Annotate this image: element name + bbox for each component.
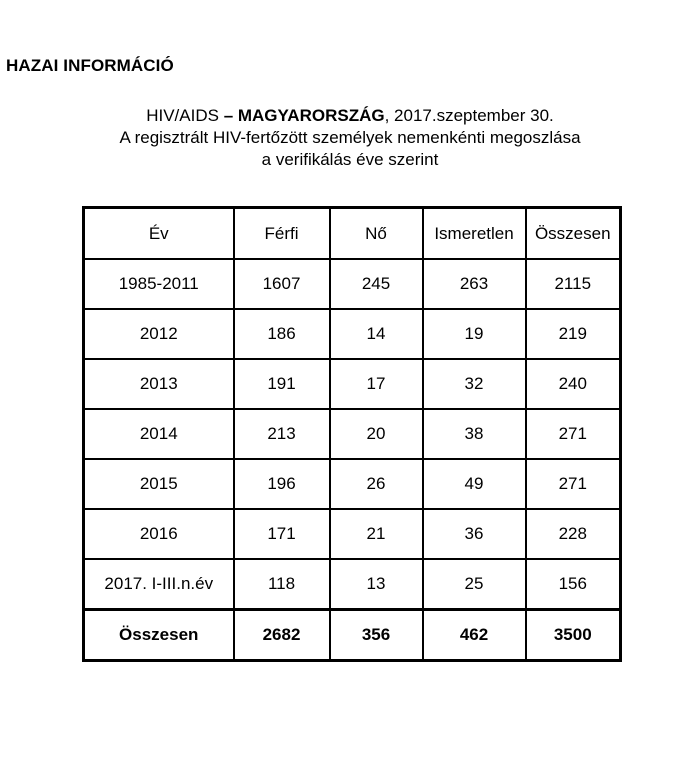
cell-unknown: 38 bbox=[423, 409, 526, 459]
cell-unknown: 36 bbox=[423, 509, 526, 559]
cell-unknown: 263 bbox=[423, 259, 526, 309]
cell-total: 271 bbox=[526, 409, 621, 459]
cell-unknown: 25 bbox=[423, 559, 526, 610]
cell-male: 118 bbox=[234, 559, 330, 610]
table-row bbox=[84, 259, 621, 309]
cell-female: 245 bbox=[330, 259, 423, 309]
cell-total: 240 bbox=[526, 359, 621, 409]
cell-male: 191 bbox=[234, 359, 330, 409]
header-unknown: Ismeretlen bbox=[423, 208, 526, 260]
cell-year: 2012 bbox=[84, 309, 234, 359]
title-line-3: a verifikálás éve szerint bbox=[261, 150, 439, 169]
title-line-1 bbox=[40, 105, 660, 127]
total-female: 356 bbox=[330, 610, 423, 661]
cell-female: 14 bbox=[330, 309, 423, 359]
cell-total: 156 bbox=[526, 559, 621, 610]
header-female: Nő bbox=[330, 208, 423, 260]
header-male: Férfi bbox=[234, 208, 330, 260]
cell-year: 2016 bbox=[84, 509, 234, 559]
cell-year: 2013 bbox=[84, 359, 234, 409]
title-country: – MAGYARORSZÁG bbox=[223, 106, 385, 125]
total-male: 2682 bbox=[234, 610, 330, 661]
table-row bbox=[84, 459, 621, 509]
cell-unknown: 49 bbox=[423, 459, 526, 509]
cell-female: 20 bbox=[330, 409, 423, 459]
total-unknown: 462 bbox=[423, 610, 526, 661]
cell-male: 196 bbox=[234, 459, 330, 509]
table-header-row bbox=[84, 208, 621, 260]
title-line-2: A regisztrált HIV-fertőzött személyek nemenkénti megoszlása bbox=[119, 128, 581, 147]
cell-total: 271 bbox=[526, 459, 621, 509]
header-year: Év bbox=[84, 208, 234, 260]
total-total: 3500 bbox=[526, 610, 621, 661]
table-row bbox=[84, 409, 621, 459]
title-prefix: HIV/AIDS bbox=[146, 106, 224, 125]
cell-male: 186 bbox=[234, 309, 330, 359]
cell-unknown: 32 bbox=[423, 359, 526, 409]
section-heading: HAZAI INFORMÁCIÓ bbox=[6, 56, 174, 75]
header-total: Összesen bbox=[526, 208, 621, 260]
cell-unknown: 19 bbox=[423, 309, 526, 359]
table-row bbox=[84, 559, 621, 610]
table-row bbox=[84, 309, 621, 359]
cell-male: 1607 bbox=[234, 259, 330, 309]
cell-year: 2017. I-III.n.év bbox=[84, 559, 234, 610]
table-row bbox=[84, 359, 621, 409]
cell-year: 2014 bbox=[84, 409, 234, 459]
cell-year: 1985-2011 bbox=[84, 259, 234, 309]
cell-male: 213 bbox=[234, 409, 330, 459]
cell-female: 21 bbox=[330, 509, 423, 559]
total-label: Összesen bbox=[84, 610, 234, 661]
cell-year: 2015 bbox=[84, 459, 234, 509]
document-title bbox=[40, 105, 660, 171]
cell-female: 13 bbox=[330, 559, 423, 610]
cell-female: 17 bbox=[330, 359, 423, 409]
cell-total: 219 bbox=[526, 309, 621, 359]
table-row bbox=[84, 509, 621, 559]
cell-total: 2115 bbox=[526, 259, 621, 309]
cell-female: 26 bbox=[330, 459, 423, 509]
title-date: , 2017.szeptember 30. bbox=[384, 106, 554, 125]
cell-male: 171 bbox=[234, 509, 330, 559]
table-total-row bbox=[84, 610, 621, 661]
cell-total: 228 bbox=[526, 509, 621, 559]
hiv-registration-table bbox=[82, 206, 622, 662]
